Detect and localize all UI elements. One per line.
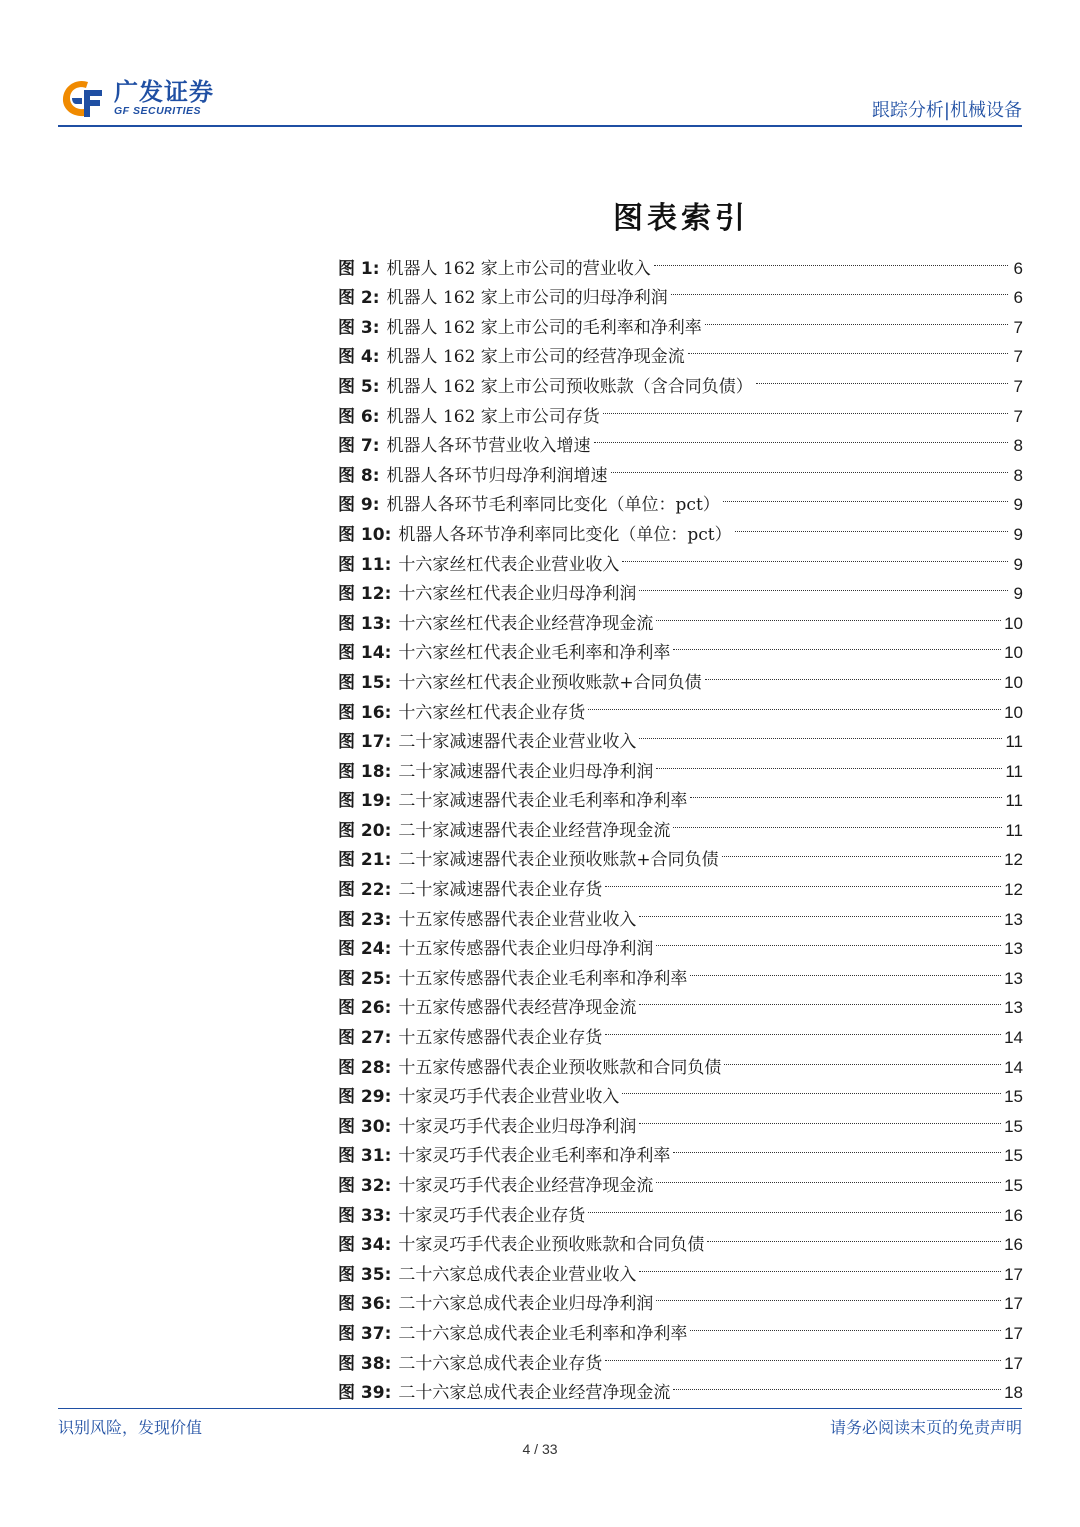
toc-entry-page: 15 (1004, 1146, 1023, 1166)
toc-entry-label: 图 3: (338, 317, 380, 338)
toc-entry-page: 17 (1004, 1264, 1023, 1284)
toc-entry-label: 图 29: (338, 1087, 392, 1108)
toc-entry-title: 十六家丝杠代表企业预收账款+合同负债 (398, 672, 702, 693)
toc-entry-page: 10 (1004, 702, 1023, 722)
toc-entry-title: 二十六家总成代表企业经营净现金流 (398, 1383, 671, 1404)
toc-entry-label: 图 14: (338, 643, 392, 664)
toc-dot-leader (588, 688, 1001, 718)
toc-entry-page: 11 (1005, 761, 1023, 781)
toc-dot-leader (673, 1132, 1001, 1162)
header-divider (58, 125, 1022, 127)
toc-dot-leader (605, 865, 1001, 895)
toc-dot-leader (671, 274, 1008, 304)
toc-dot-leader (605, 1339, 1001, 1369)
toc-entry-page: 17 (1004, 1323, 1023, 1343)
toc-entry-label: 图 12: (338, 584, 392, 605)
toc-entry-label: 图 32: (338, 1176, 392, 1196)
toc-dot-leader (639, 718, 1002, 748)
toc-dot-leader (654, 244, 1008, 274)
toc-entry-page: 12 (1004, 850, 1023, 870)
toc-entry-title: 二十家减速器代表企业毛利率和净利率 (398, 791, 688, 812)
gf-logo-icon (58, 76, 108, 120)
toc-dot-leader (656, 599, 1001, 629)
toc-entry-label: 图 4: (338, 347, 380, 368)
gf-securities-logo (58, 74, 214, 122)
toc-entry-label: 图 21: (338, 850, 392, 871)
toc-entry-label: 图 13: (338, 613, 392, 634)
toc-dot-leader (603, 392, 1008, 422)
logo-text (114, 79, 214, 117)
toc-dot-leader (707, 1221, 1001, 1251)
toc-entry-title: 十家灵巧手代表企业预收账款和合同负债 (398, 1235, 705, 1256)
toc-entry-title: 二十六家总成代表企业毛利率和净利率 (398, 1323, 688, 1344)
toc-entry-label: 图 33: (338, 1205, 392, 1226)
toc-entry-title: 十五家传感器代表经营净现金流 (398, 998, 637, 1019)
toc-entry-title: 十家灵巧手代表企业经营净现金流 (398, 1176, 654, 1196)
toc-entry-page: 6 (1013, 288, 1023, 308)
toc-dot-leader (690, 777, 1002, 807)
toc-entry-label: 图 27: (338, 1028, 392, 1049)
toc-dot-leader (605, 1013, 1001, 1043)
toc-entry-label: 图 18: (338, 761, 392, 782)
toc-dot-leader (656, 925, 1001, 955)
toc-dot-leader (690, 954, 1001, 984)
toc-entry-title: 二十家减速器代表企业存货 (398, 880, 603, 901)
toc-entry-page: 11 (1005, 820, 1023, 840)
toc-entry-page: 13 (1004, 939, 1023, 959)
footer-divider (58, 1408, 1022, 1409)
toc-entry-page: 16 (1004, 1235, 1023, 1255)
toc-entry-page: 10 (1004, 643, 1023, 663)
toc-entry-page: 17 (1004, 1294, 1023, 1314)
toc-entry-page: 14 (1004, 1057, 1023, 1077)
toc-dot-leader (622, 1073, 1001, 1103)
logo-chinese-name: 广发证券 (114, 78, 214, 106)
toc-dot-leader (656, 1161, 1001, 1191)
toc-entry-label: 图 11: (338, 554, 392, 575)
toc-entry-page: 15 (1004, 1087, 1023, 1107)
page-header (58, 70, 1022, 126)
toc-entry-page: 15 (1004, 1116, 1023, 1136)
toc-entry-page: 8 (1013, 436, 1023, 456)
toc-entry-page: 10 (1004, 613, 1023, 633)
toc-entry-title: 十六家丝杠代表企业存货 (398, 702, 586, 723)
toc-entry-page: 7 (1013, 317, 1023, 337)
chart-index-list (338, 244, 1023, 1404)
report-type-label: 跟踪分析|机械设备 (871, 100, 1022, 121)
toc-entry-title: 十五家传感器代表企业预收账款和合同负债 (398, 1057, 722, 1078)
toc-entry-page: 10 (1004, 672, 1023, 692)
toc-dot-leader (735, 510, 1008, 540)
toc-entry-title: 二十六家总成代表企业营业收入 (398, 1264, 637, 1285)
toc-entry-label: 图 24: (338, 939, 392, 960)
toc-dot-leader (639, 895, 1001, 925)
toc-dot-leader (722, 836, 1001, 866)
toc-dot-leader (723, 481, 1008, 511)
toc-entry-title: 十五家传感器代表企业存货 (398, 1028, 603, 1049)
toc-entry-title: 十家灵巧手代表企业毛利率和净利率 (398, 1146, 671, 1167)
toc-entry-page: 13 (1004, 998, 1023, 1018)
toc-entry-label: 图 5: (338, 376, 380, 397)
toc-entry-title: 十五家传感器代表企业毛利率和净利率 (398, 968, 688, 989)
toc-entry-label: 图 22: (338, 880, 392, 901)
toc-entry-label: 图 19: (338, 791, 392, 812)
toc-entry-label: 图 35: (338, 1264, 392, 1285)
toc-dot-leader (594, 422, 1008, 452)
toc-entry-label: 图 25: (338, 968, 392, 989)
toc-entry-label: 图 31: (338, 1146, 392, 1167)
toc-entry-title: 十五家传感器代表企业归母净利润 (398, 939, 654, 960)
toc-entry[interactable] (338, 244, 1023, 279)
toc-dot-leader (588, 1191, 1001, 1221)
toc-entry-title: 机器人 162 家上市公司预收账款（含合同负债） (386, 376, 753, 397)
toc-entry-title: 十家灵巧手代表企业营业收入 (398, 1087, 620, 1108)
toc-dot-leader (611, 451, 1008, 481)
toc-dot-leader (690, 1309, 1001, 1339)
toc-entry-page: 16 (1004, 1205, 1023, 1225)
toc-entry-page: 9 (1013, 554, 1023, 574)
toc-dot-leader (673, 806, 1002, 836)
toc-entry-page: 7 (1013, 376, 1023, 396)
toc-entry-page: 13 (1004, 909, 1023, 929)
toc-dot-leader (639, 1250, 1001, 1280)
toc-entry-label: 图 7: (338, 436, 380, 457)
toc-entry-title: 机器人 162 家上市公司存货 (386, 406, 600, 427)
toc-entry-page: 15 (1004, 1176, 1023, 1195)
toc-entry-label: 图 2: (338, 288, 380, 309)
page-title: 图表索引 (613, 201, 749, 236)
toc-entry-title: 机器人 162 家上市公司的营业收入 (386, 258, 651, 279)
toc-entry-label: 图 23: (338, 909, 392, 930)
toc-entry-page: 7 (1013, 406, 1023, 426)
toc-dot-leader (705, 303, 1008, 333)
toc-entry-label: 图 34: (338, 1235, 392, 1256)
toc-entry-page: 6 (1013, 258, 1023, 278)
toc-entry-label: 图 38: (338, 1353, 392, 1374)
toc-entry-label: 图 17: (338, 732, 392, 753)
toc-entry-label: 图 37: (338, 1323, 392, 1344)
toc-entry-page: 9 (1013, 584, 1023, 604)
toc-entry-label: 图 20: (338, 820, 392, 841)
toc-dot-leader (705, 658, 1001, 688)
page-number: 4 / 33 (522, 1441, 558, 1457)
toc-entry-page: 18 (1004, 1383, 1023, 1403)
toc-entry-page: 12 (1004, 880, 1023, 900)
toc-entry-page: 13 (1004, 968, 1023, 988)
toc-dot-leader (673, 629, 1001, 659)
toc-entry-label: 图 8: (338, 465, 380, 486)
toc-entry-label: 图 6: (338, 406, 380, 427)
toc-entry-page: 17 (1004, 1353, 1023, 1373)
toc-entry-label: 图 10: (338, 524, 392, 545)
toc-entry-label: 图 1: (338, 258, 380, 279)
toc-dot-leader (673, 1369, 1001, 1399)
toc-dot-leader (656, 1280, 1001, 1310)
toc-entry-title: 机器人各环节营业收入增速 (386, 436, 591, 457)
toc-entry-title: 机器人 162 家上市公司的经营净现金流 (386, 347, 685, 368)
toc-dot-leader (639, 1102, 1001, 1132)
toc-entry-label: 图 15: (338, 672, 392, 693)
toc-entry-title: 十五家传感器代表企业营业收入 (398, 909, 637, 930)
toc-entry-label: 图 36: (338, 1294, 392, 1315)
toc-entry-page: 8 (1013, 465, 1023, 485)
toc-entry-label: 图 30: (338, 1116, 392, 1137)
toc-entry-title: 二十六家总成代表企业存货 (398, 1353, 603, 1374)
toc-dot-leader (688, 333, 1008, 363)
toc-entry-title: 机器人 162 家上市公司的归母净利润 (386, 288, 668, 309)
footer-disclaimer-note: 请务必阅读末页的免责声明 (829, 1418, 1022, 1437)
toc-entry-title: 十六家丝杠代表企业归母净利润 (398, 584, 637, 605)
toc-dot-leader (656, 747, 1002, 777)
toc-entry-page: 9 (1013, 524, 1023, 544)
toc-entry-title: 十六家丝杠代表企业经营净现金流 (398, 613, 654, 634)
toc-entry-title: 机器人各环节净利率同比变化（单位：pct） (398, 524, 732, 545)
toc-dot-leader (756, 362, 1008, 392)
toc-entry-title: 二十家减速器代表企业经营净现金流 (398, 820, 671, 841)
toc-entry-title: 十六家丝杠代表企业毛利率和净利率 (398, 643, 671, 664)
toc-entry-label: 图 39: (338, 1383, 392, 1404)
toc-entry-label: 图 9: (338, 495, 380, 516)
toc-entry-title: 二十家减速器代表企业归母净利润 (398, 761, 654, 782)
toc-entry-page: 9 (1013, 495, 1023, 515)
toc-entry-title: 十家灵巧手代表企业存货 (398, 1205, 586, 1226)
logo-english-name: GF SECURITIES (114, 105, 202, 117)
toc-entry-title: 十六家丝杠代表企业营业收入 (398, 554, 620, 575)
toc-dot-leader (724, 1043, 1001, 1073)
toc-entry-title: 二十家减速器代表企业营业收入 (398, 732, 637, 753)
toc-entry-page: 11 (1005, 791, 1023, 811)
toc-entry-page: 11 (1005, 732, 1023, 752)
toc-dot-leader (639, 570, 1008, 600)
toc-entry-page: 7 (1013, 347, 1023, 367)
toc-entry-title: 十家灵巧手代表企业归母净利润 (398, 1116, 637, 1137)
toc-entry-title: 机器人各环节毛利率同比变化（单位：pct） (386, 495, 720, 516)
toc-entry-label: 图 28: (338, 1057, 392, 1078)
toc-entry-title: 机器人各环节归母净利润增速 (386, 465, 608, 486)
toc-dot-leader (639, 984, 1001, 1014)
footer-slogan: 识别风险，发现价值 (58, 1418, 203, 1437)
toc-entry-label: 图 16: (338, 702, 392, 723)
toc-entry-title: 二十家减速器代表企业预收账款+合同负债 (398, 850, 719, 871)
toc-entry-title: 二十六家总成代表企业归母净利润 (398, 1294, 654, 1315)
toc-entry-title: 机器人 162 家上市公司的毛利率和净利率 (386, 317, 702, 338)
toc-entry-page: 14 (1004, 1028, 1023, 1048)
toc-entry-label: 图 26: (338, 998, 392, 1019)
toc-dot-leader (622, 540, 1008, 570)
